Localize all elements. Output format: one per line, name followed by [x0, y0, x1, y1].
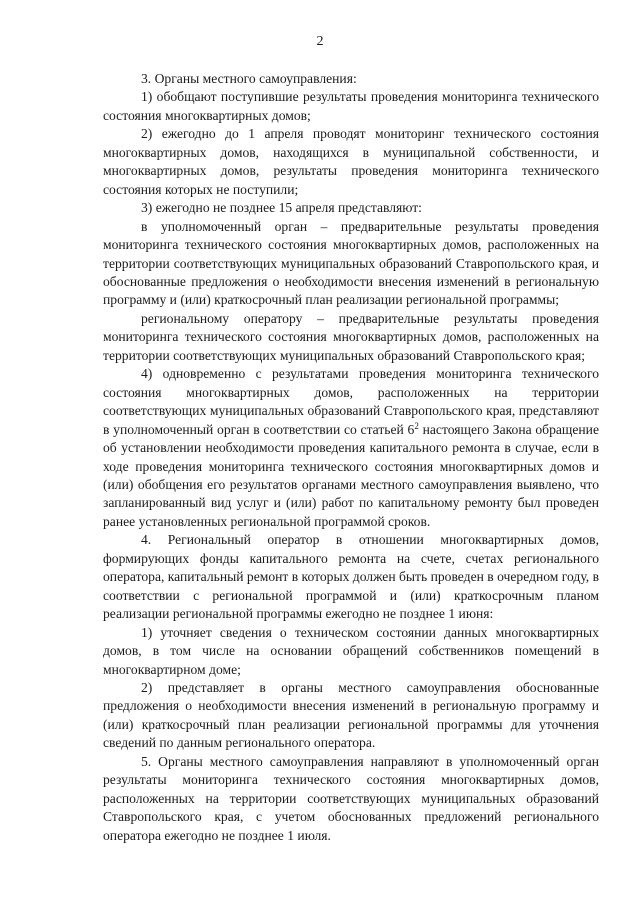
- paragraph-item-3-3: 3) ежегодно не позднее 15 апреля представляют:: [141, 200, 422, 216]
- paragraph-section-3-heading: 3. Органы местного самоуправления:: [141, 71, 357, 86]
- paragraph-item-3-4: [103, 365, 599, 531]
- paragraph-item-3-1: 1) обобщают поступившие результаты проведения мониторинга технического состояния многоквартирных домов;: [103, 89, 599, 123]
- paragraph-section-5: 5. Органы местного самоуправления направляют в уполномоченный орган результаты мониторинга технического состояния многоквартирных домов, расположенных на территории соответствующих муниципальных образований Ставропольского края, с учетом обоснованных предложений регионального оператора ежегодно не позднее 1 июля.: [103, 753, 599, 843]
- paragraph-item-3-3-regional-operator: региональному оператору – предварительные результаты проведения мониторинга технического состояния многоквартирных домов, расположенных на территории соответствующих муниципальных образований Ставропольского края;: [103, 310, 599, 363]
- paragraph-item-3-3-authorized-body: в уполномоченный орган – предварительные результаты проведения мониторинга технического состояния многоквартирных домов, расположенных на территории соответствующих муниципальных образований Ставропольского края, и обоснованные предложения о необходимости внесения изменений в региональную программу и (или) краткосрочный план реализации региональной программы;: [103, 218, 599, 308]
- paragraph-item-4-2: 2) представляет в органы местного самоуправления обоснованные предложения о необходимости внесения изменений в региональную программу и (или) краткосрочный план реализации региональной программы для уточнения сведений по данным регионального оператора.: [103, 679, 599, 751]
- page-number: 2: [316, 34, 324, 49]
- document-body: [103, 70, 599, 845]
- paragraph-item-3-2: 2) ежегодно до 1 апреля проводят мониторинг технического состояния многоквартирных домов, находящихся в муниципальной собственности, и многоквартирных домов, результаты проведения мониторинга технического состояния которых не поступили;: [103, 126, 599, 197]
- paragraph-item-3-4-text-before: 4) одновременно с результатами проведения мониторинга технического состояния многоквартирных домов, расположенных на территории соответствующих муниципальных образований Ставропольского края, представляют в уполномоченный орган в соответствии со статьей 6: [103, 366, 599, 437]
- article-superscript: 2: [414, 420, 419, 431]
- paragraph-item-3-4-text-after: настоящего Закона обращение об установлении необходимости проведения капитального ремонта в случае, если в ходе проведения мониторинга технического состояния многоквартирных домов и (или) обобщения его результатов органами местного самоуправления выявлено, что запланированный вид услуг и (или) работ по капитальному ремонту был проведен ранее установленных региональной программой сроков.: [103, 421, 599, 529]
- paragraph-section-4: 4. Региональный оператор в отношении многоквартирных домов, формирующих фонды капитального ремонта на счете, счетах регионального оператора, капитальный ремонт в которых должен быть проведен в очередном году, в соответствии с региональной программой и (или) краткосрочным планом реализации региональной программы ежегодно не позднее 1 июня:: [103, 532, 600, 622]
- paragraph-item-4-1: 1) уточняет сведения о техническом состоянии данных многоквартирных домов, в том числе на основании обращений собственников помещений в многоквартирном доме;: [103, 624, 599, 677]
